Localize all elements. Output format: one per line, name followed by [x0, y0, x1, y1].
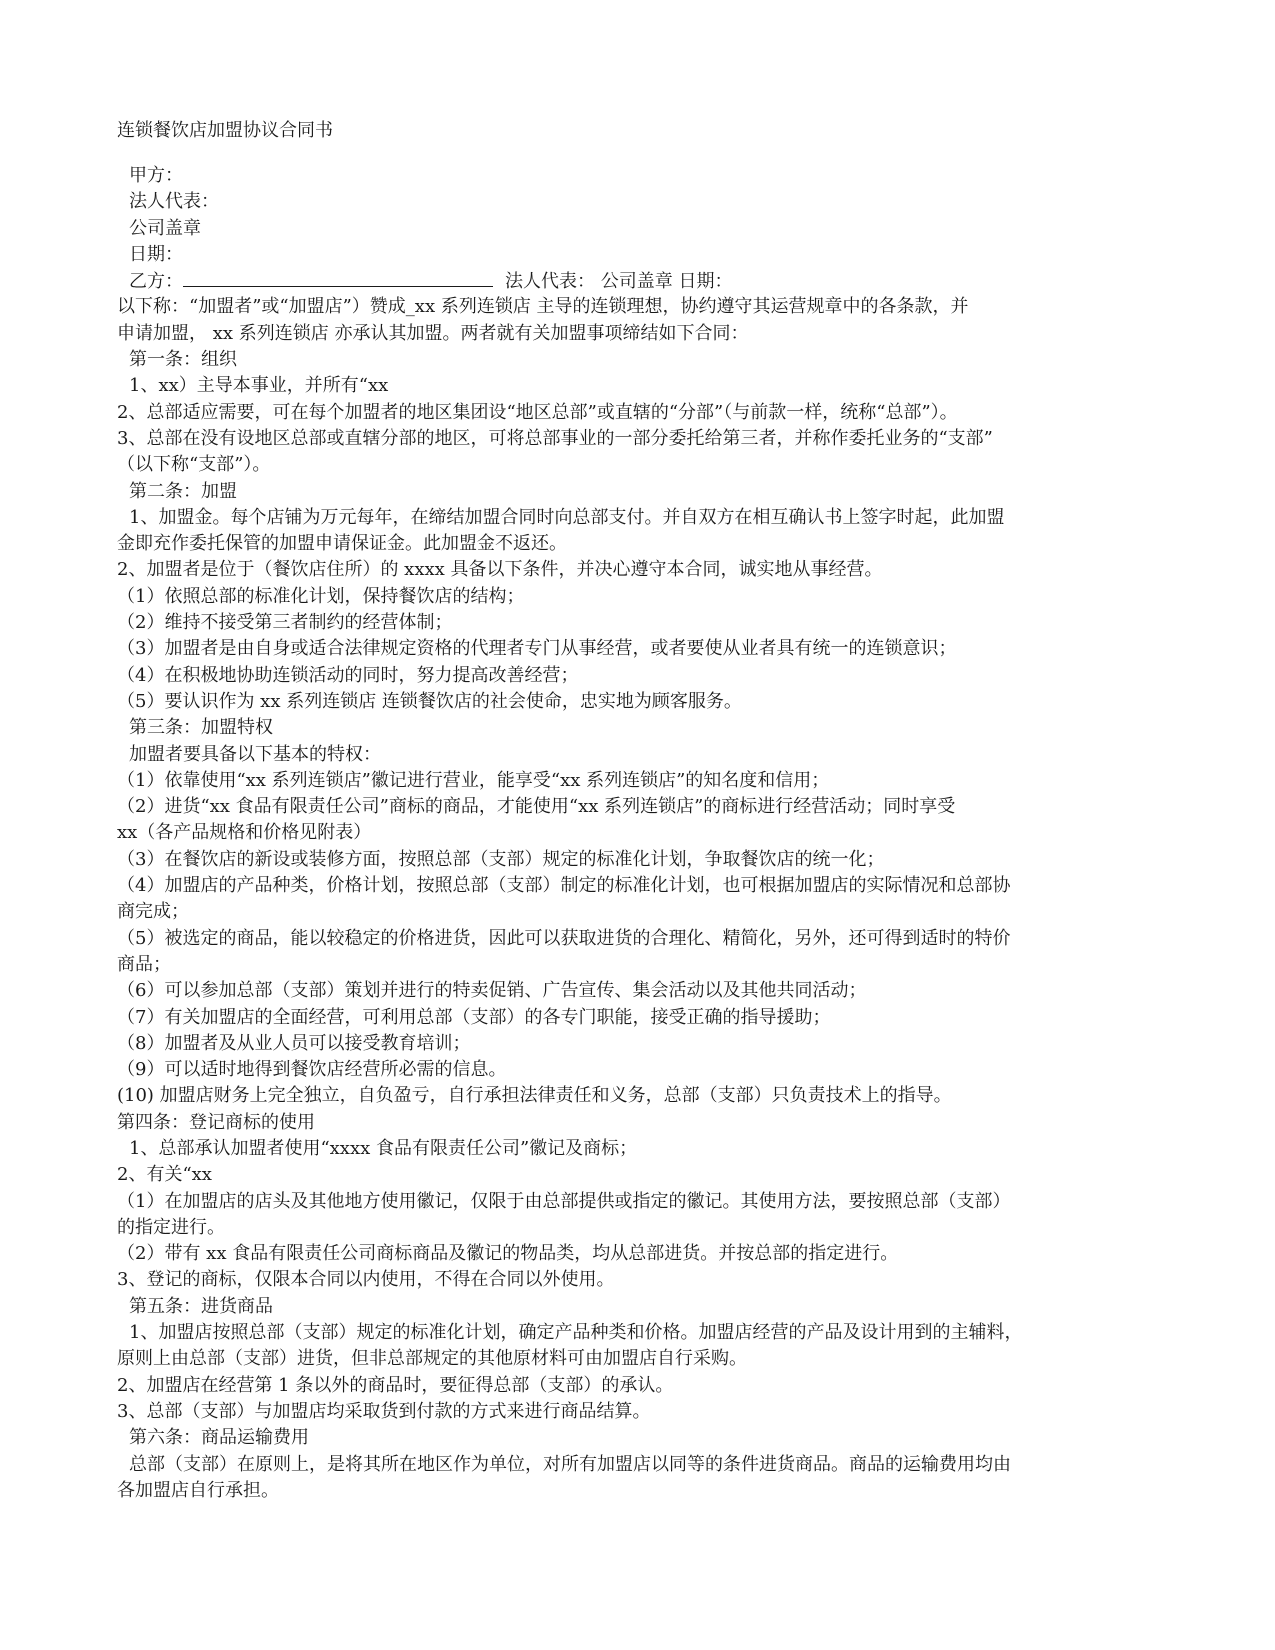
- legal-rep-line: 法人代表：: [129, 191, 219, 213]
- company-seal-line: 公司盖章: [129, 217, 201, 239]
- paragraph-line: 1、加盟金。每个店铺为万元每年，在缔结加盟合同时向总部支付。并自双方在相互确认书上签字时起，此加盟: [129, 506, 1005, 528]
- list-item: （3）加盟者是由自身或适合法律规定资格的代理者专门从事经营，或者要使从业者具有统一的连锁意识；: [117, 638, 957, 660]
- article-heading: 第六条：商品运输费用: [129, 1427, 309, 1449]
- list-item: xx（各产品规格和价格见附表）: [117, 822, 372, 844]
- paragraph-line: 3、总部在没有设地区总部或直辖分部的地区，可将总部事业的一部分委托给第三者，并称作委托业务的“支部”: [117, 427, 993, 449]
- article-heading: 第四条：登记商标的使用: [117, 1111, 315, 1133]
- paragraph-line: 1、加盟店按照总部（支部）规定的标准化计划，确定产品种类和价格。加盟店经营的产品及设计用到的主辅料，: [129, 1322, 1023, 1344]
- paragraph-line: 2、加盟者是位于（餐饮店住所）的 xxxx 具备以下条件，并决心遵守本合同，诚实地从事经营。: [117, 559, 883, 581]
- paragraph-line: 加盟者要具备以下基本的特权：: [129, 743, 381, 765]
- paragraph-line: 申请加盟， xx 系列连锁店 亦承认其加盟。两者就有关加盟事项缔结如下合同：: [117, 322, 749, 344]
- party-a-line: 甲方：: [129, 165, 183, 186]
- list-item: （8）加盟者及从业人员可以接受教育培训；: [117, 1032, 471, 1054]
- list-item: 商品；: [117, 953, 171, 975]
- list-item: （4）加盟店的产品种类，价格计划，按照总部（支部）制定的标准化计划，也可根据加盟店的实际情况和总部协: [117, 875, 1011, 897]
- paragraph-line: 1、xx）主导本事业，并所有“xx: [129, 375, 389, 397]
- list-item: （4）在积极地协助连锁活动的同时，努力提高改善经营；: [117, 664, 579, 686]
- party-b-rest: 法人代表： 公司盖章 日期：: [505, 271, 733, 293]
- list-item: （6）可以参加总部（支部）策划并进行的特卖促销、广告宣传、集会活动以及其他共同活动；: [117, 980, 867, 1002]
- party-b-label: 乙方：: [129, 271, 183, 293]
- paragraph-line: 3、登记的商标，仅限本合同以内使用，不得在合同以外使用。: [117, 1269, 615, 1291]
- paragraph-line: 各加盟店自行承担。: [117, 1479, 279, 1501]
- list-item: （1）依照总部的标准化计划，保持餐饮店的结构；: [117, 585, 525, 607]
- paragraph-line: 3、总部（支部）与加盟店均采取货到付款的方式来进行商品结算。: [117, 1400, 651, 1422]
- list-item: （1）依靠使用“xx 系列连锁店”徽记进行营业，能享受“xx 系列连锁店”的知名度和信用；: [117, 769, 830, 791]
- list-item: （7）有关加盟店的全面经营，可利用总部（支部）的各专门职能，接受正确的指导援助；: [117, 1006, 831, 1028]
- paragraph-line: 总部（支部）在原则上，是将其所在地区作为单位，对所有加盟店以同等的条件进货商品。商品的运输费用均由: [129, 1453, 1011, 1475]
- list-item: 商完成；: [117, 901, 189, 923]
- list-item: （2）维持不接受第三者制约的经营体制；: [117, 612, 453, 634]
- paragraph-line: 2、加盟店在经营第 1 条以外的商品时，要征得总部（支部）的承认。: [117, 1374, 674, 1396]
- article-heading: 第三条：加盟特权: [129, 717, 273, 739]
- list-item: （9）可以适时地得到餐饮店经营所必需的信息。: [117, 1059, 507, 1081]
- list-item: (10) 加盟店财务上完全独立，自负盈亏，自行承担法律责任和义务，总部（支部）只负责技术上的指导。: [117, 1085, 952, 1107]
- list-item: （2）进货“xx 食品有限责任公司”商标的商品，才能使用“xx 系列连锁店”的商标进行经营活动；同时享受: [117, 796, 956, 818]
- article-heading: 第二条：加盟: [129, 480, 237, 502]
- party-b-line: [117, 268, 1167, 294]
- article-heading: 第五条：进货商品: [129, 1295, 273, 1317]
- list-item: （5）被选定的商品，能以较稳定的价格进货，因此可以获取进货的合理化、精简化，另外，还可得到适时的特价: [117, 927, 1011, 949]
- paragraph-line: 以下称：“加盟者”或“加盟店”）赞成_xx 系列连锁店 主导的连锁理想，协约遵守其运营规章中的各条款，并: [117, 296, 969, 318]
- document-title: 连锁餐饮店加盟协议合同书: [117, 120, 333, 141]
- date-line: 日期：: [129, 243, 183, 265]
- signature-blank: [183, 268, 493, 287]
- paragraph-line: 2、有关“xx: [117, 1164, 212, 1186]
- paragraph-line: 原则上由总部（支部）进货，但非总部规定的其他原材料可由加盟店自行采购。: [117, 1348, 747, 1370]
- list-item: 的指定进行。: [117, 1216, 225, 1238]
- list-item: （2）带有 xx 食品有限责任公司商标商品及徽记的物品类，均从总部进货。并按总部的指定进行。: [117, 1243, 899, 1265]
- list-item: （3）在餐饮店的新设或装修方面，按照总部（支部）规定的标准化计划，争取餐饮店的统一化；: [117, 848, 885, 870]
- list-item: （5）要认识作为 xx 系列连锁店 连锁餐饮店的社会使命，忠实地为顾客服务。: [117, 690, 742, 712]
- paragraph-line: （以下称“支部”）。: [117, 454, 271, 476]
- paragraph-line: 2、总部适应需要，可在每个加盟者的地区集团设“地区总部”或直辖的“分部”（与前款一样，统称“总部”）。: [117, 401, 958, 423]
- article-heading: 第一条：组织: [129, 349, 237, 371]
- document-body: [117, 163, 1167, 1504]
- paragraph-line: 1、总部承认加盟者使用“xxxx 食品有限责任公司”徽记及商标；: [129, 1137, 638, 1159]
- paragraph-line: 金即充作委托保管的加盟申请保证金。此加盟金不返还。: [117, 533, 567, 555]
- list-item: （1）在加盟店的店头及其他地方使用徽记，仅限于由总部提供或指定的徽记。其使用方法，要按照总部（支部）: [117, 1190, 1011, 1212]
